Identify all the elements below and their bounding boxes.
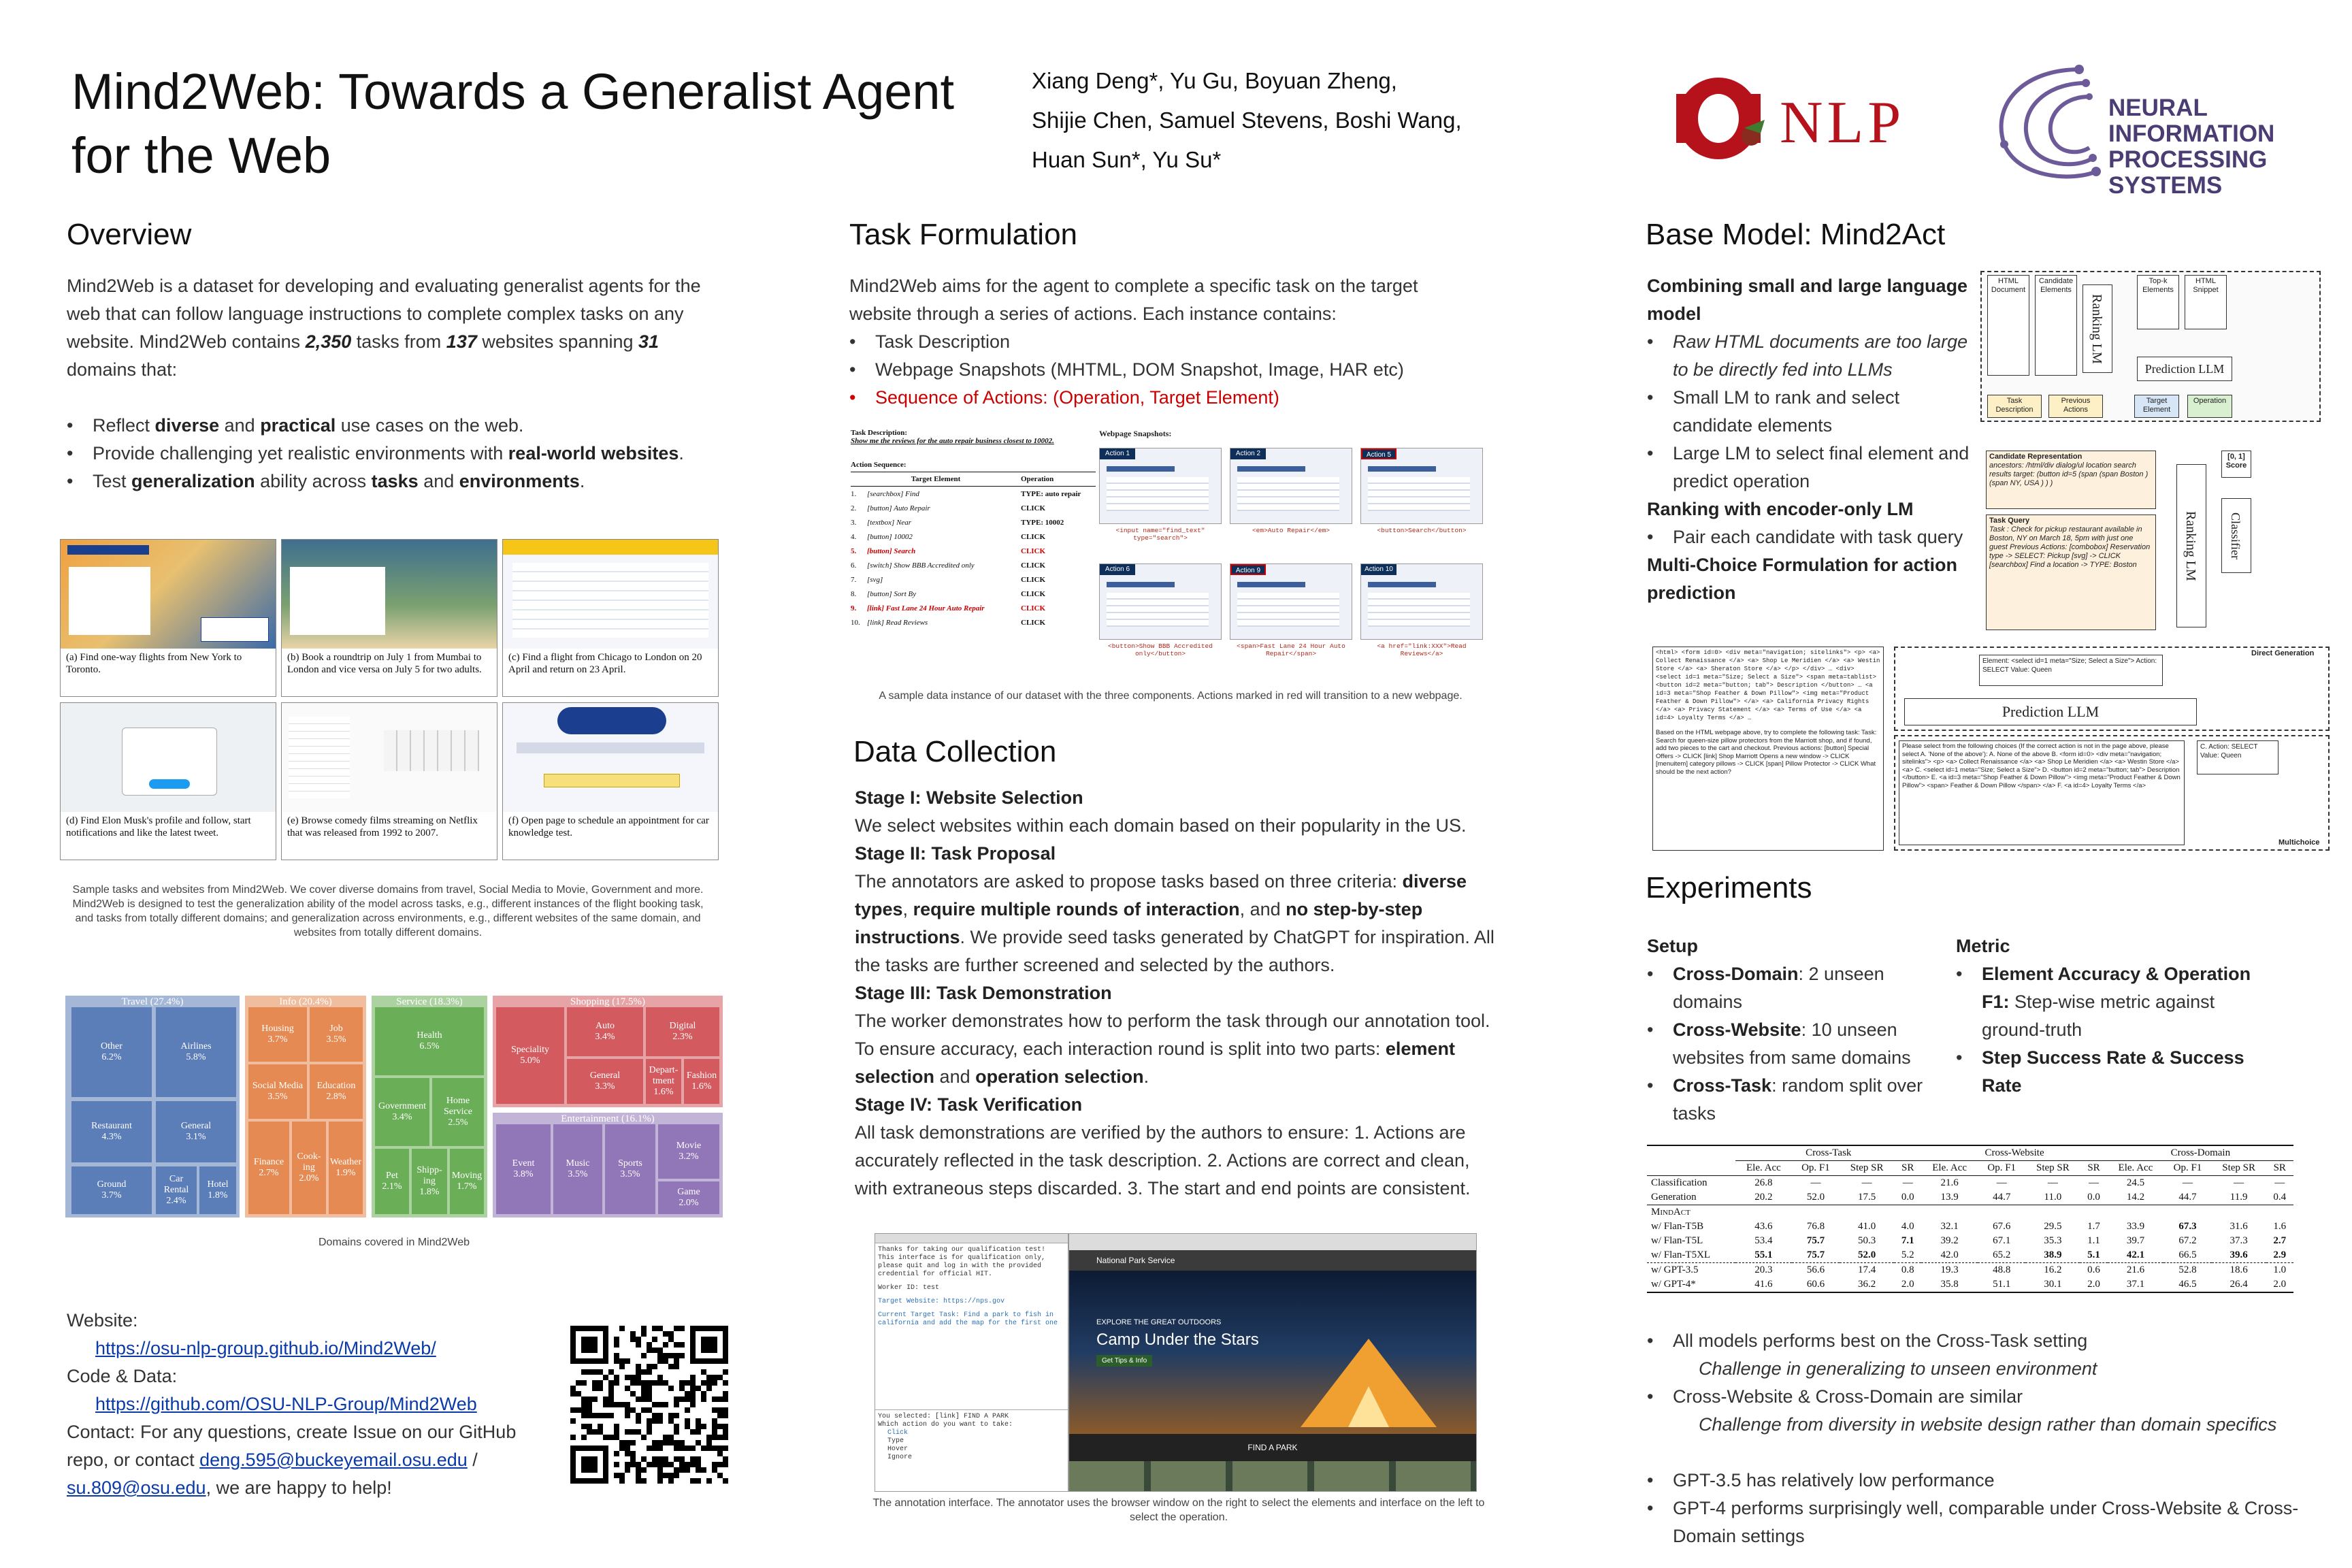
stage-4-title: Stage IV: Task Verification: [855, 1094, 1083, 1115]
ranking-figure: Candidate Representation ancestors: /html/div dialog/ul location search results target: (button id=5 (span (span Boston ) (span NY, USA ) ) ) Task Query Task : Check for pickup restaurant available in Boston, NY on March 18, 5pm with just one guest Previous Actions: [combobox] Reservation type -> SELECT: Pickup [svg] -> CLICK [searchbox] Find a location -> TYPE: Boston Ranking LM Classifier [0, 1] Score: [1986, 451, 2326, 634]
snapshot-thumb: Action 10 <a href="link:XXX">Read Reviews</a>: [1360, 564, 1483, 672]
snapshot-thumb: Action 5 <button>Search</button>: [1360, 448, 1483, 557]
action-row: 10. [link] Read Reviews CLICK: [851, 618, 1046, 627]
setup-section: Setup • Cross-Domain: 2 unseen domains • Cross-Website: 10 unseen websites from same domains • Cross-Task: random split over tasks: [1647, 932, 1953, 1128]
treemap-group-label: Entertainment (16.1%): [561, 1113, 655, 1124]
metric-section: Metric • Element Accuracy & Operation F1: Step-wise metric against ground-truth • Step Success Rate & Success Rate: [1956, 932, 2283, 1100]
nlp-logo-text: NLP: [1780, 90, 1906, 156]
author-line-2: Shijie Chen, Samuel Stevens, Boshi Wang,: [1032, 108, 1462, 133]
action-row: 1. [searchbox] Find TYPE: auto repair: [851, 489, 1081, 498]
treemap-cell: Cook-ing 2.0%: [292, 1122, 326, 1214]
prediction-figure: <html> <form id=0> <div meta="navigation; sitelinks"> <p> <a> Collect Renaissance </a> <a> Shop Le Meridien </a> <a> Westin Store </a> <a> Sheraton Store </a> </p> </div> … <div> <select id=1 meta="Size; Select a Size"> <span meta=tablist> <button id=2 meta="button; tab"> Description </button> … <a id=3 meta="Shop Feather & Down Pillow"> <img meta="Product Feather & Down Pillow"> </a> <a> California Privacy Rights </a> <a> Privacy Statement </a> <a> Terms of Use </a> <a id=4> Loyalty Terms </a> … Based on the HTML webpage above, try to complete the following task: Task: Search for queen-size pillow protectors from the Marriott shop, and if found, add two pieces to the cart and checkout. Previous actions: [button] Special Offers -> CLICK [link] Shop Marriott Opens a new window -> CLICK [menuitem] category pillows -> CLICK [span] Pillow Protector -> CLICK What should be the next action? Direct Generation Element: <select id=1 meta="Size; Select a Size"> Action: SELECT Value: Queen Prediction LLM Please select from the following choices (If the correct action is not in the page above, please select A. 'None of the above'): A. None of the above B. <form id=0> <div meta="navigation; sitelinks"> <p> <a> Collect Renaissance </a> <a> Shop Le Meridien </a> <a> Westin Store </a> <a> C. <select id=1 meta="Size; Select a Size"> D. <button id=2 meta="button; tab"> Description </button> E. <a id=3 meta="Shop Feather & Down Pillow"> <img meta="Product Feather & Down Pillow"> <span> Feather & Down Pillow </span> </a> F. <a id=4> Loyalty Terms </a> C. Action: SELECT Value: Queen Multichoice: [1652, 647, 2333, 852]
table-row: w/ Flan-T5L 53.4 75.7 50.3 7.1 39.2 67.1 35.3 1.1 39.7 67.2 37.3 2.7: [1651, 1235, 2287, 1246]
treemap-cell: Game 2.0%: [658, 1181, 719, 1214]
treemap-cell: Digital 2.3%: [646, 1007, 719, 1056]
treemap-cell: Sports 3.5%: [605, 1124, 655, 1214]
author-list: [1032, 61, 1462, 180]
treemap-cell: Weather 1.9%: [329, 1122, 363, 1214]
table-row: w/ GPT-4* 41.6 60.6 36.2 2.0 35.8 51.1 30.1 2.0 37.1 46.5 26.4 2.0: [1647, 1277, 2293, 1292]
tool-option-click[interactable]: Click: [887, 1429, 909, 1437]
action-row: 6. [switch] Show BBB Accredited only CLICK: [851, 561, 1046, 570]
action-row: 4. [button] 10002 CLICK: [851, 532, 1046, 541]
snapshot-thumb: Action 1 <input name="find_text" type="search">: [1099, 448, 1222, 557]
overview-bullet-3: • Test generalization ability across tasks and environments.: [67, 468, 720, 495]
table-row: w/ GPT-3.5 20.3 56.6 17.4 0.8 19.3 48.8 16.2 0.6 21.6 52.8 18.6 1.0: [1647, 1263, 2293, 1278]
action-row: 2. [button] Auto Repair CLICK: [851, 504, 1046, 512]
treemap-group-label: Info (20.4%): [279, 996, 332, 1007]
treemap-cell: General 3.3%: [567, 1059, 643, 1104]
author-line-3: Huan Sun*, Yu Su*: [1032, 147, 1222, 172]
treemap-cell: Education 2.8%: [310, 1064, 363, 1119]
find-a-park-link[interactable]: FIND A PARK: [1069, 1434, 1476, 1461]
data-collection-heading: Data Collection: [853, 735, 1057, 768]
table-row: w/ Flan-T5XL 55.1 75.7 52.0 5.2 42.0 65.2 38.9 5.1 42.1 66.5 39.6 2.9: [1651, 1250, 2287, 1260]
samples-caption: Sample tasks and websites from Mind2Web. We cover diverse domains from travel, Social Media to Movie, Government and more. Mind2Web is designed to test the generalization ability of the model across tasks, e.g., different instances of the flight booking task, and tasks from totally different domains; and generalization across environments, e.g., different websites of the same domain, and websites from totally different domains.: [72, 884, 704, 938]
table-row: Classification 26.8 — — — 21.6 — — — 24.5 — — —: [1651, 1177, 2285, 1188]
stage-1-title: Stage I: Website Selection: [855, 787, 1083, 808]
treemap-cell: Government 3.4%: [375, 1078, 429, 1146]
webpage-snapshots: Webpage Snapshots: Action 1 <input name="find_text" type="search"> Action 2 <em>Auto Repair</em> Action 5 <button>Search</button> Action 6 <button>Show BBB Accredited only</button> Action 9 <span>Fast Lane 24 Hour Auto Repair</span> Action 10 <a href="link:XXX">Read Reviews</a>: [1099, 429, 1494, 674]
base-model-heading: Base Model: Mind2Act: [1646, 218, 1946, 251]
treemap-cell: Housing 3.7%: [248, 1007, 307, 1062]
instance-item-2: • Webpage Snapshots (MHTML, DOM Snapshot, Image, HAR etc): [849, 356, 1462, 384]
sample-screenshots: [60, 539, 719, 879]
treemap-cell: Car Rental 2.4%: [156, 1166, 197, 1214]
poster-title: Mind2Web: Towards a Generalist Agent for the Web: [71, 63, 955, 184]
annotation-caption: The annotation interface. The annotator uses the browser window on the right to select the elements and interface on the left to select the operation.: [872, 1497, 1485, 1523]
treemap-cell: Shipp-ing 1.8%: [412, 1149, 447, 1214]
annotation-tool-panel: Thanks for taking our qualification test! This interface is for qualification only, please quit and log in with the provided credential for official HIT. Worker ID: test Target Website: https://nps.gov Current Target Task: Find a park to fish in california and add the map for the first one You selected: [link] FIND A PARK Which action do you want to take: Click Type Hover Ignore: [875, 1233, 1068, 1492]
instance-item-1: • Task Description: [849, 328, 1462, 356]
sample-shot-b: (b) Book a roundtrip on July 1 from Mumbai to London and vice versa on July 5 for two adults.: [281, 539, 497, 697]
task-formulation-caption: A sample data instance of our dataset with the three components. Actions marked in red will transition to a new webpage.: [879, 690, 1463, 702]
email-link-1[interactable]: deng.595@buckeyemail.osu.edu: [199, 1450, 468, 1470]
treemap-cell: Depart-tment 1.6%: [646, 1059, 681, 1104]
treemap-cell: Auto 3.4%: [567, 1007, 643, 1056]
table-row: MindAct: [1651, 1207, 1690, 1218]
treemap-cell: Fashion 1.6%: [684, 1059, 719, 1104]
treemap-cell: Ground 3.7%: [71, 1166, 152, 1214]
sample-shot-a: (a) Find one-way flights from New York to Toronto.: [60, 539, 276, 697]
action-row: 8. [button] Sort By CLICK: [851, 589, 1046, 598]
qr-code-icon[interactable]: [570, 1326, 728, 1484]
action-row: 9. [link] Fast Lane 24 Hour Auto Repair CLICK: [851, 604, 1046, 612]
task-formulation-heading: Task Formulation: [849, 218, 1078, 251]
overview-bullet-1: • Reflect diverse and practical use cases on the web.: [67, 412, 720, 440]
sample-shot-c: (c) Find a flight from Chicago to London on 20 April and return on 23 April.: [502, 539, 719, 697]
base-model-text: Combining small and large language model • Raw HTML documents are too large to be directly fed into LLMs • Small LM to rank and select candidate elements • Large LM to select final element and predict operation Ranking with encoder-only LM • Pair each candidate with task query Multi-Choice Formulation for action prediction: [1647, 272, 1974, 607]
treemap-cell: Other 6.2%: [71, 1007, 152, 1097]
treemap-cell: Airlines 5.8%: [156, 1007, 236, 1097]
treemap-caption: Domains covered in Mind2Web: [318, 1237, 470, 1248]
treemap-group-label: Travel (27.4%): [121, 996, 184, 1007]
treemap-cell: Music 3.5%: [553, 1124, 602, 1214]
treemap-group-label: Service (18.3%): [396, 996, 463, 1007]
treemap-cell: Health 6.5%: [375, 1007, 484, 1075]
treemap-cell: Hotel 1.8%: [199, 1166, 236, 1214]
tool-option-type[interactable]: Type: [887, 1437, 904, 1445]
treemap-cell: Pet 2.1%: [375, 1149, 409, 1214]
code-link[interactable]: https://github.com/OSU-NLP-Group/Mind2Web: [95, 1394, 477, 1414]
snapshot-thumb: Action 2 <em>Auto Repair</em>: [1230, 448, 1352, 557]
neurips-logo-text: NEURAL INFORMATION PROCESSING SYSTEMS: [2108, 95, 2275, 199]
stage-2-title: Stage II: Task Proposal: [855, 843, 1056, 864]
action-row: 5. [button] Search CLICK: [851, 546, 1046, 555]
website-link[interactable]: https://osu-nlp-group.github.io/Mind2Web/: [95, 1338, 436, 1358]
annotation-browser-window: National Park Service EXPLORE THE GREAT OUTDOORS Camp Under the Stars Get Tips & Info FIND A PARK: [1068, 1233, 1477, 1492]
contact-text: Contact: For any questions, create Issue on our GitHub repo, or contact deng.595@buckeyemail.osu.edu / su.809@osu.edu, we are happy to help!: [67, 1422, 517, 1498]
website-label: Website:: [67, 1310, 138, 1330]
snapshot-thumb: Action 6 <button>Show BBB Accredited only</button>: [1099, 564, 1222, 672]
action-row: 3. [textbox] Near TYPE: 10002: [851, 518, 1064, 527]
treemap-group-label: Shopping (17.5%): [570, 996, 645, 1007]
data-collection-text: Stage I: Website Selection We select websites within each domain based on their popularity in the US. Stage II: Task Proposal The annotators are asked to propose tasks based on three criteria: diverse types, require multiple rounds of interaction, and no step-by-step instructions. We provide seed tasks generated by ChatGPT for inspiration. All the tasks are further screened and selected by the authors. Stage III: Task Demonstration The worker demonstrates how to perform the task through our annotation tool. To ensure accuracy, each interaction round is split into two parts: element selection and operation selection. Stage IV: Task Verification All task demonstrations are verified by the authors to ensure: 1. Actions are accurately reflected in the task description. 2. Actions are correct and clean, with extraneous steps discarded. 3. The start and end points are consistent.: [855, 787, 1494, 1198]
sample-shot-f: (f) Open page to schedule an appointment for car knowledge test.: [502, 702, 719, 860]
table-row: Generation 20.2 52.0 17.5 0.0 13.9 44.7 11.0 0.0 14.2 44.7 11.9 0.4: [1647, 1190, 2293, 1205]
treemap-cell: Speciality 5.0%: [496, 1007, 564, 1104]
findings-list: • All models performs best on the Cross-Task setting Challenge in generalizing to unseen environment • Cross-Website & Cross-Domain are similar Challenge from diversity in website design rather than domain specifics • GPT-3.5 has relatively low performance • GPT-4 performs surprisingly well, comparable under Cross-Website & Cross-Domain settings: [1647, 1327, 2314, 1550]
treemap-cell: Finance 2.7%: [248, 1122, 289, 1214]
task-formulation-text: Mind2Web aims for the agent to complete a specific task on the target website through a series of actions. Each instance contains: • Task Description • Webpage Snapshots (MHTML, DOM Snapshot, Image, HAR etc) • Sequence of Actions: (Operation, Target Element): [849, 272, 1462, 412]
action-sequence-figure: Task Description: Show me the reviews for the auto repair business closest to 10002. Action Sequence: Target Element Operation 1. [searchbox] Find TYPE: auto repair 2. [button] Auto Repair CLICK 3. [textbox] Near TYPE: 10002 4. [button] 10002 CLICK 5. [button] Search CLICK 6. [switch] Show BBB Accredited only CLICK 7. [svg] CLICK 8. [button] Sort By CLICK 9. [link] Fast Lane 24 Hour Auto Repair CLICK 10. [link] Read Reviews CLICK: [851, 429, 1096, 674]
sample-shot-d: (d) Find Elon Musk's profile and follow, start notifications and like the latest tweet.: [60, 702, 276, 860]
instance-item-3: • Sequence of Actions: (Operation, Target Element): [849, 384, 1462, 412]
table-row: w/ Flan-T5B 43.6 76.8 41.0 4.0 32.1 67.6 29.5 1.7 33.9 67.3 31.6 1.6: [1651, 1221, 2287, 1232]
treemap-cell: Home Service 2.5%: [432, 1078, 484, 1146]
treemap-cell: Movie 3.2%: [658, 1124, 719, 1179]
treemap-cell: Moving 1.7%: [450, 1149, 484, 1214]
code-label: Code & Data:: [67, 1366, 178, 1386]
tool-option-ignore[interactable]: Ignore: [887, 1454, 913, 1461]
treemap-cell: Job 3.5%: [310, 1007, 363, 1062]
overview-bullet-2: • Provide challenging yet realistic environments with real-world websites.: [67, 440, 720, 468]
treemap-cell: Social Media 3.5%: [248, 1064, 307, 1119]
author-line-1: Xiang Deng*, Yu Gu, Boyuan Zheng,: [1032, 68, 1397, 93]
osu-logo-icon: [1671, 74, 1773, 163]
stage-3-title: Stage III: Task Demonstration: [855, 983, 1112, 1003]
results-table: Cross-Task Cross-Website Cross-Domain Ele. Acc Op. F1 Step SR SR Ele. Acc Op. F1 Step SR SR Ele. Acc Op. F1 Step SR SR Classification 26.8 — — — 21.6 — — — 24.5 — — — Generation 20.2 52.0 17.5 0.0 13.9 44.7 11.0 0.0 14.2 44.7 11.9 0.4 MindAct w/ Flan-T5B 43.6 76.8 41.0 4.0 32.1 67.6 29.5 1.7 33.9 67.3 31.6 1.6 w/ Flan-T5L 53.4 75.7 50.3 7.1 39.2 67.1 35.3 1.1 39.7 67.2 37.3 2.7 w/ Flan-T5XL 55.1 75.7 52.0 5.2 42.0 65.2 38.9 5.1 42.1 66.5 39.6 2.9 w/ GPT-3.5 20.3 56.6 17.4 0.8 19.3 48.8 16.2 0.6 21.6 52.8 18.6 1.0 w/ GPT-4* 41.6 60.6 36.2 2.0 35.8 51.1 30.1 2.0 37.1 46.5 26.4 2.0: [1647, 1145, 2293, 1293]
action-row: 7. [svg] CLICK: [851, 575, 1046, 584]
treemap-cell: Restaurant 4.3%: [71, 1101, 152, 1162]
email-link-2[interactable]: su.809@osu.edu: [67, 1477, 206, 1498]
overview-text: Mind2Web is a dataset for developing and evaluating generalist agents for the web that can follow language instructions to complete complex tasks on any website. Mind2Web contains 2,350 tasks from 137 websites spanning 31 domains that: • Reflect diverse and practical use cases on the web. • Provide challenging yet realistic environments with real-world websites. • Test generalization ability across tasks and environments.: [67, 272, 720, 495]
tips-button[interactable]: Get Tips & Info: [1096, 1355, 1152, 1367]
domain-treemap: [65, 995, 723, 1218]
experiments-heading: Experiments: [1646, 871, 1812, 904]
links-section: [67, 1307, 557, 1502]
snapshot-thumb: Action 9 <span>Fast Lane 24 Hour Auto Repair</span>: [1230, 564, 1352, 672]
sample-shot-e: (e) Browse comedy films streaming on Netflix that was released from 1992 to 2007.: [281, 702, 497, 860]
overview-heading: Overview: [67, 218, 192, 251]
tool-option-hover[interactable]: Hover: [887, 1446, 909, 1453]
pipeline-figure: HTML Document Candidate Elements Ranking LM Top-k Elements HTML Snippet Prediction LLM Task Description Previous Actions Target Element Operation: [1980, 271, 2328, 427]
treemap-cell: Event 3.8%: [496, 1124, 551, 1214]
treemap-cell: General 3.1%: [156, 1101, 236, 1162]
